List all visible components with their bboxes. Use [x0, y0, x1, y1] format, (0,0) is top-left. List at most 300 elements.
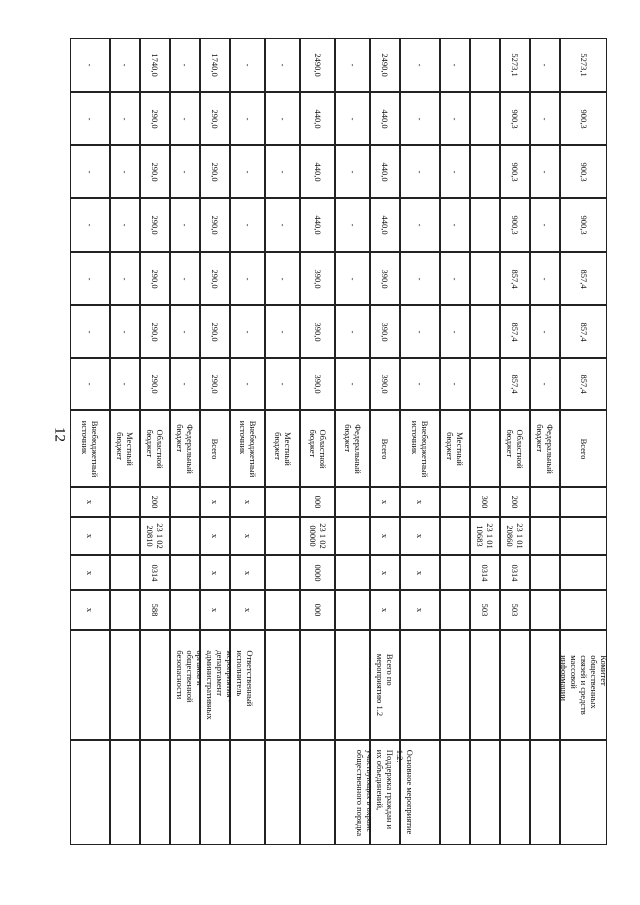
cell-text: х: [380, 607, 390, 613]
table-cell: [335, 358, 370, 410]
cell-text: Федеральный бюджет: [535, 423, 555, 474]
cell-text: 857,4: [578, 268, 589, 289]
table-cell: [560, 740, 607, 845]
table-cell: [140, 487, 170, 517]
table-cell: [265, 358, 300, 410]
table-cell: [200, 517, 230, 555]
cell-text: -: [242, 170, 253, 173]
table-cell: [170, 630, 200, 740]
cell-text: -: [540, 330, 550, 333]
cell-text: 503: [480, 603, 490, 617]
cell-text: х: [210, 533, 220, 539]
cell-text: 290,0: [150, 268, 160, 289]
table-cell: [300, 38, 335, 92]
table-cell: [200, 358, 230, 410]
table-cell: [110, 38, 140, 92]
table-cell: [300, 252, 335, 305]
table-cell: [70, 305, 110, 358]
table-cell: [70, 590, 110, 630]
table-cell: [200, 305, 230, 358]
table-cell: [440, 92, 470, 145]
table-cell: [200, 198, 230, 252]
table-cell: [370, 38, 400, 92]
cell-text: 390,0: [312, 374, 323, 394]
cell-text: -: [540, 382, 550, 386]
cell-text: -: [277, 223, 288, 227]
table-cell: [335, 517, 370, 555]
cell-text: 857,4: [510, 374, 520, 394]
table-cell: [335, 630, 370, 740]
table-cell: [200, 740, 230, 845]
table-cell: [370, 305, 400, 358]
table-cell: [110, 740, 140, 845]
cell-text: -: [277, 170, 288, 173]
table-cell: [500, 517, 530, 555]
table-cell: [335, 305, 370, 358]
cell-text: -: [415, 170, 425, 173]
cell-text: 23 1 01 10683: [475, 523, 495, 549]
cell-text: х: [380, 533, 390, 539]
cell-text: 290,0: [210, 215, 220, 235]
table-cell: [500, 198, 530, 252]
cell-text: -: [347, 382, 358, 386]
cell-text: 23 1 01 20860: [505, 523, 525, 549]
table-cell: [370, 358, 400, 410]
table-cell: [300, 630, 335, 740]
table-cell: [265, 517, 300, 555]
cell-text: -: [180, 382, 190, 386]
cell-text: 2490,0: [380, 53, 390, 77]
cell-text: -: [85, 223, 95, 227]
table-cell: [110, 410, 140, 487]
table-cell: [140, 630, 170, 740]
table-cell: [70, 358, 110, 410]
cell-text: 440,0: [312, 108, 323, 129]
cell-text: 000: [312, 495, 323, 509]
table-cell: [530, 38, 560, 92]
table-cell: [170, 555, 200, 590]
table-cell: [230, 487, 265, 517]
table-cell: [300, 410, 335, 487]
cell-text: х: [415, 499, 425, 505]
table-cell: [440, 410, 470, 487]
table-cell: [440, 358, 470, 410]
table-cell: [230, 145, 265, 198]
table-cell: [560, 305, 607, 358]
cell-text: -: [540, 117, 550, 120]
table-cell: [530, 517, 560, 555]
cell-text: 0314: [150, 564, 160, 581]
table-cell: [300, 517, 335, 555]
cell-text: х: [210, 607, 220, 613]
table-cell: [230, 38, 265, 92]
cell-text: 290,0: [210, 321, 220, 342]
table-cell: [170, 590, 200, 630]
cell-text: -: [540, 223, 550, 227]
table-cell: [400, 410, 440, 487]
cell-text: -: [277, 330, 288, 333]
cell-text: Местный бюджет: [272, 431, 293, 466]
cell-text: -: [120, 63, 130, 67]
table-cell: [470, 740, 500, 845]
table-cell: [370, 198, 400, 252]
table-cell: [70, 517, 110, 555]
cell-text: 900,3: [578, 161, 589, 182]
cell-text: -: [85, 63, 95, 67]
cell-text: -: [120, 223, 130, 227]
table-cell: [440, 198, 470, 252]
cell-text: -: [450, 277, 460, 280]
cell-text: -: [415, 330, 425, 333]
cell-text: -: [242, 63, 253, 67]
cell-text: х: [242, 570, 253, 575]
table-cell: [110, 590, 140, 630]
table-cell: [470, 145, 500, 198]
cell-text: Местный бюджет: [445, 431, 465, 466]
table-cell: [140, 305, 170, 358]
cell-text: -: [242, 330, 253, 333]
table-cell: [400, 358, 440, 410]
table-cell: [500, 305, 530, 358]
cell-text: 390,0: [380, 374, 390, 394]
table-cell: [70, 630, 110, 740]
table-cell: [470, 252, 500, 305]
cell-text: -: [450, 330, 460, 333]
table-cell: [370, 590, 400, 630]
table-cell: [440, 517, 470, 555]
table-cell: [530, 555, 560, 590]
table-cell: [110, 358, 140, 410]
table-cell: [110, 198, 140, 252]
cell-text: 390,0: [312, 321, 323, 342]
cell-text: -: [450, 63, 460, 67]
cell-text: Основное мероприятие 1.2. Поддержка граждан и их объединений, участвующих в охране общественного порядка: [355, 749, 415, 836]
cell-text: -: [180, 277, 190, 280]
table-cell: [335, 740, 370, 845]
cell-text: -: [540, 277, 550, 280]
cell-text: х: [85, 607, 95, 613]
cell-text: -: [85, 117, 95, 120]
table-cell: [300, 487, 335, 517]
table-cell: [530, 590, 560, 630]
cell-text: -: [242, 117, 253, 120]
table-cell: [335, 92, 370, 145]
table-cell: [200, 252, 230, 305]
cell-text: -: [242, 277, 253, 280]
cell-text: Всего: [578, 438, 589, 459]
table-cell: [500, 252, 530, 305]
table-cell: [500, 487, 530, 517]
table-cell: [400, 630, 440, 740]
table-cell: [230, 92, 265, 145]
table-cell: [335, 590, 370, 630]
table-cell: [440, 590, 470, 630]
table-cell: [530, 252, 560, 305]
table-cell: [110, 305, 140, 358]
table-cell: [560, 630, 607, 740]
cell-text: 390,0: [380, 321, 390, 342]
cell-text: -: [120, 382, 130, 386]
cell-text: -: [415, 117, 425, 120]
table-cell: [560, 590, 607, 630]
table-cell: [470, 487, 500, 517]
cell-text: 0314: [480, 564, 490, 581]
table-cell: [530, 487, 560, 517]
table-cell: [400, 517, 440, 555]
table-cell: [440, 487, 470, 517]
table-cell: [70, 555, 110, 590]
cell-text: -: [277, 63, 288, 67]
table-cell: [470, 630, 500, 740]
cell-text: 0314: [510, 564, 520, 581]
cell-text: -: [85, 277, 95, 280]
cell-text: 440,0: [380, 161, 390, 182]
table-cell: [370, 252, 400, 305]
cell-text: Внебюджетный источник: [80, 420, 100, 477]
table-cell: [200, 590, 230, 630]
cell-text: -: [540, 170, 550, 173]
table-cell: [560, 145, 607, 198]
table-cell: [500, 740, 530, 845]
table-cell: [230, 517, 265, 555]
table-cell: [470, 198, 500, 252]
table-cell: [265, 590, 300, 630]
table-cell: [335, 487, 370, 517]
table-cell: [265, 38, 300, 92]
table-cell: [335, 252, 370, 305]
table-cell: [530, 410, 560, 487]
table-cell: [440, 38, 470, 92]
cell-text: -: [120, 117, 130, 120]
cell-text: х: [85, 570, 95, 575]
table-cell: [170, 487, 200, 517]
table-cell: [200, 92, 230, 145]
cell-text: -: [347, 223, 358, 227]
table-cell: [265, 555, 300, 590]
cell-text: -: [415, 382, 425, 386]
table-cell: [230, 410, 265, 487]
table-cell: [470, 92, 500, 145]
table-cell: [335, 38, 370, 92]
cell-text: Местный бюджет: [115, 431, 135, 466]
table-cell: [70, 198, 110, 252]
table-cell: [265, 145, 300, 198]
table-cell: [370, 487, 400, 517]
table-cell: [470, 305, 500, 358]
table-cell: [230, 740, 265, 845]
cell-text: -: [415, 63, 425, 67]
cell-text: 857,4: [578, 321, 589, 342]
cell-text: -: [242, 223, 253, 227]
table-cell: [300, 92, 335, 145]
table-cell: [300, 740, 335, 845]
table-cell: [265, 740, 300, 845]
cell-text: -: [540, 63, 550, 67]
table-cell: [140, 410, 170, 487]
table-cell: [300, 198, 335, 252]
table-cell: [370, 145, 400, 198]
table-cell: [170, 38, 200, 92]
table-cell: [400, 145, 440, 198]
table-cell: [70, 487, 110, 517]
cell-text: 900,3: [578, 108, 589, 129]
cell-text: -: [415, 223, 425, 227]
cell-text: Областной бюджет: [145, 428, 165, 469]
cell-text: 290,0: [150, 215, 160, 235]
cell-text: Всего: [210, 438, 220, 459]
cell-text: -: [450, 117, 460, 120]
table-cell: [170, 145, 200, 198]
table-cell: [560, 38, 607, 92]
cell-text: 290,0: [150, 321, 160, 342]
table-cell: [470, 555, 500, 590]
cell-text: 200: [510, 495, 520, 509]
cell-text: -: [180, 117, 190, 120]
cell-text: Федеральный бюджет: [175, 423, 195, 474]
table-cell: [440, 145, 470, 198]
cell-text: Внебюджетный источник: [410, 420, 430, 477]
cell-text: -: [450, 170, 460, 173]
cell-text: 857,4: [510, 321, 520, 342]
table-cell: [70, 410, 110, 487]
cell-text: -: [180, 223, 190, 227]
table-cell: [265, 410, 300, 487]
table-cell: [400, 487, 440, 517]
table-cell: [560, 487, 607, 517]
table-cell: [560, 358, 607, 410]
table-cell: [230, 198, 265, 252]
table-cell: [370, 630, 400, 740]
table-cell: [265, 198, 300, 252]
cell-text: х: [210, 570, 220, 575]
cell-text: 23 1 02 20810: [145, 523, 165, 549]
cell-text: -: [277, 382, 288, 386]
cell-text: Внебюджетный источник: [237, 420, 258, 477]
cell-text: -: [180, 63, 190, 67]
table-cell: [500, 410, 530, 487]
cell-text: 900,3: [510, 108, 520, 129]
cell-text: -: [180, 330, 190, 333]
cell-text: -: [180, 170, 190, 173]
table-cell: [170, 252, 200, 305]
table-cell: [170, 410, 200, 487]
table-cell: [500, 145, 530, 198]
table-cell: [530, 630, 560, 740]
cell-text: -: [242, 382, 253, 386]
cell-text: -: [347, 170, 358, 173]
table-cell: [170, 740, 200, 845]
table-cell: [230, 590, 265, 630]
table-cell: [440, 630, 470, 740]
cell-text: -: [85, 170, 95, 173]
cell-text: -: [277, 117, 288, 120]
table-cell: [400, 252, 440, 305]
table-cell: [300, 305, 335, 358]
table-cell: [500, 590, 530, 630]
table-cell: [110, 630, 140, 740]
cell-text: 390,0: [380, 268, 390, 289]
table-cell: [110, 555, 140, 590]
cell-text: х: [210, 499, 220, 505]
table-cell: [440, 555, 470, 590]
table-cell: [470, 38, 500, 92]
cell-text: -: [347, 330, 358, 333]
table-cell: [370, 410, 400, 487]
table-cell: [265, 305, 300, 358]
table-cell: [265, 92, 300, 145]
table-cell: [370, 92, 400, 145]
cell-text: -: [415, 277, 425, 280]
table-cell: [370, 555, 400, 590]
cell-text: 1740,0: [210, 53, 220, 77]
cell-text: 290,0: [210, 374, 220, 394]
table-cell: [170, 517, 200, 555]
cell-text: 300: [480, 495, 490, 509]
table-cell: [530, 740, 560, 845]
cell-text: -: [85, 382, 95, 386]
table-cell: [530, 198, 560, 252]
table-cell: [300, 555, 335, 590]
cell-text: -: [347, 117, 358, 120]
table-cell: [200, 487, 230, 517]
table-cell: [200, 145, 230, 198]
table-cell: [70, 38, 110, 92]
table-cell: [530, 92, 560, 145]
table-cell: [70, 145, 110, 198]
table-cell: [170, 92, 200, 145]
cell-text: Ответственный исполнитель мероприятия - департамент административных органов и общественной безопасности: [175, 650, 255, 720]
cell-text: 290,0: [150, 374, 160, 394]
table-cell: [110, 92, 140, 145]
table-cell: [110, 517, 140, 555]
table-cell: [500, 555, 530, 590]
cell-text: -: [120, 330, 130, 333]
cell-text: 200: [150, 495, 160, 509]
page-number: 12: [51, 427, 68, 442]
cell-text: Областной бюджет: [505, 428, 525, 469]
cell-text: 440,0: [312, 215, 323, 235]
cell-text: Всего: [380, 438, 390, 459]
cell-text: -: [347, 277, 358, 280]
table-cell: [335, 198, 370, 252]
cell-text: 440,0: [380, 108, 390, 129]
table-cell: [230, 305, 265, 358]
cell-text: 900,3: [510, 215, 520, 235]
table-cell: [530, 145, 560, 198]
cell-text: -: [450, 382, 460, 386]
table-cell: [530, 305, 560, 358]
cell-text: -: [120, 170, 130, 173]
table-cell: [470, 358, 500, 410]
table-cell: [560, 555, 607, 590]
cell-text: 900,3: [510, 161, 520, 182]
cell-text: х: [380, 499, 390, 505]
table-cell: [110, 252, 140, 305]
cell-text: -: [85, 330, 95, 333]
table-cell: [440, 740, 470, 845]
cell-text: 290,0: [150, 108, 160, 129]
table-cell: [400, 590, 440, 630]
cell-text: Федеральный бюджет: [342, 423, 363, 474]
table-cell: [335, 145, 370, 198]
cell-text: 588: [150, 603, 160, 617]
cell-text: х: [380, 570, 390, 575]
table-cell: [140, 590, 170, 630]
cell-text: -: [347, 63, 358, 67]
table-cell: [140, 38, 170, 92]
table-cell: [400, 305, 440, 358]
table-cell: [500, 38, 530, 92]
